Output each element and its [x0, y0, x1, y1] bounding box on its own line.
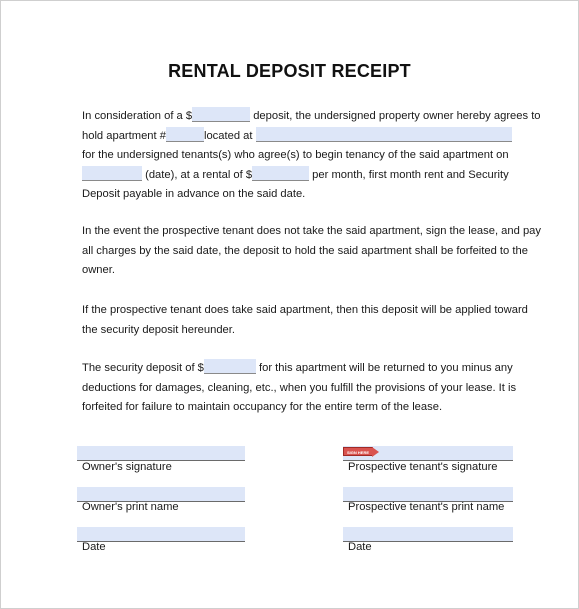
forfeit-paragraph — [82, 222, 541, 281]
owner-date-label: Date — [82, 541, 106, 553]
consideration-paragraph — [82, 107, 541, 205]
paragraph-line: In consideration of a $ deposit, the undersigned property owner hereby agrees to — [82, 107, 512, 127]
paragraph-line: forfeited for failure to maintain occupancy for the entire term of the lease. — [82, 401, 443, 414]
monthly-rent-field[interactable] — [252, 166, 309, 181]
tenant-date-field[interactable] — [343, 527, 513, 542]
paragraph-line: The security deposit of $ for this apartment will be returned to you minus any — [82, 359, 512, 379]
deposit-amount-field[interactable] — [192, 107, 250, 122]
paragraph-line: Deposit payable in advance on the said date. — [82, 188, 306, 201]
paragraph-line: all charges by the said date, the deposit to hold the said apartment shall be forfeited to the — [82, 244, 528, 257]
owner-print-name-label: Owner's print name — [82, 501, 179, 513]
tenant-date-label: Date — [348, 541, 372, 553]
tenant-print-name-label: Prospective tenant's print name — [348, 501, 505, 513]
paragraph-line: If the prospective tenant does take said apartment, then this deposit will be applied toward — [82, 304, 528, 316]
paragraph-line: In the event the prospective tenant does not take the said apartment, sign the lease, and pay — [82, 225, 541, 237]
tenant-print-name-field[interactable] — [343, 487, 513, 502]
apartment-address-field[interactable] — [256, 127, 512, 142]
owner-print-name-field[interactable] — [77, 487, 245, 502]
tenancy-date-field[interactable] — [82, 166, 142, 181]
tenant-signature-label: Prospective tenant's signature — [348, 461, 498, 473]
security-deposit-field[interactable] — [204, 359, 256, 374]
security-deposit-paragraph — [82, 359, 517, 418]
paragraph-line: for the undersigned tenants(s) who agree(s) to begin tenancy of the said apartment on — [82, 149, 509, 162]
paragraph-line: the security deposit hereunder. — [82, 323, 235, 336]
applied-paragraph — [82, 301, 528, 340]
owner-date-field[interactable] — [77, 527, 245, 542]
paragraph-line: deductions for damages, cleaning, etc., when you fulfill the provisions of your lease. It is — [82, 381, 517, 394]
document-title: RENTAL DEPOSIT RECEIPT — [168, 61, 411, 81]
paragraph-line: owner. — [82, 264, 115, 277]
owner-signature-field[interactable] — [77, 446, 245, 461]
paragraph-line: hold apartment # located at — [82, 127, 512, 147]
sign-here-icon[interactable]: SIGN HERE — [343, 447, 373, 456]
owner-signature-label: Owner's signature — [82, 461, 172, 473]
apartment-number-field[interactable] — [166, 127, 204, 142]
paragraph-line: (date), at a rental of $ per month, first month rent and Security — [82, 166, 512, 186]
